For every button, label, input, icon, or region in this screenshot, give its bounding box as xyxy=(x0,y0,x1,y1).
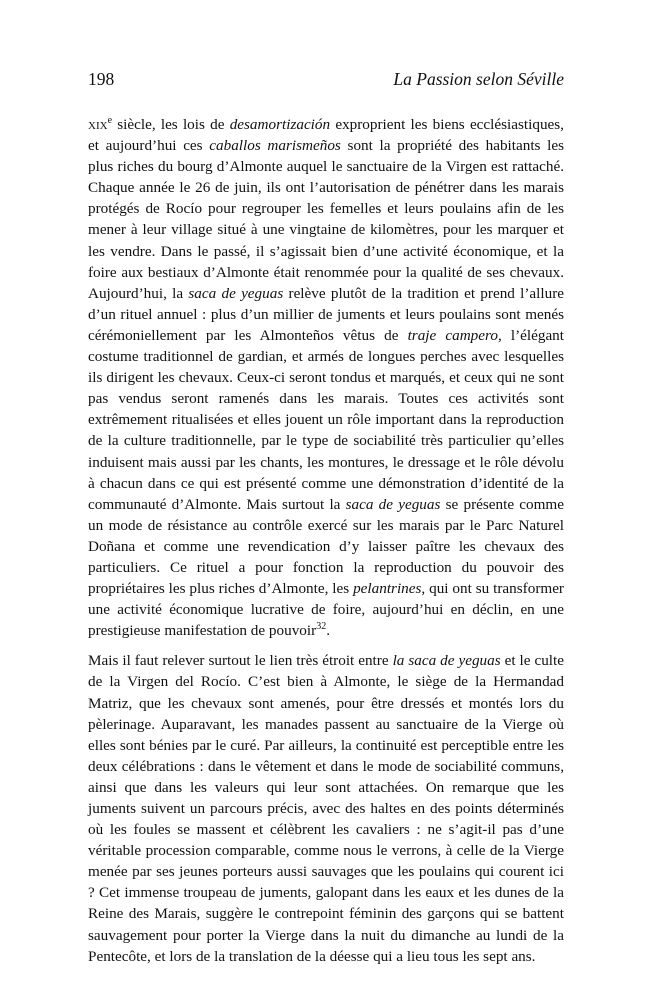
text-run: exproprient les biens ecclésiastiques, et aujourd’hui ces xyxy=(88,116,564,155)
page-number: 198 xyxy=(88,69,115,89)
italic-term: pelantrines xyxy=(353,580,422,598)
text-run: siècle, les lois de xyxy=(112,116,230,133)
text-run: , qui ont su transformer une activité économique lucrative de foire, aujourd’hui en déclin, en une prestigieuse manifestation de pouvoir xyxy=(88,580,564,640)
italic-term: saca de yeguas xyxy=(188,284,284,302)
body-text xyxy=(88,114,564,967)
italic-term: saca de yeguas xyxy=(345,495,441,513)
text-run: se présente comme un mode de résistance au contrôle exercé sur les marais par le Parc Naturel Doñana et comme une revendication d’y laisser paître les chevaux des particuliers. Ce rituel a pour fonction la reproduction du pouvoir des propriétaires les plus riches d’Almonte, les xyxy=(88,495,564,598)
text-run: , l’élégant costume traditionnel de gardian, et armés de longues perches avec lesquelles ils dirigent les chevaux. Ceux-ci seront tondus et marqués, et ceux qui ne sont pas vendus seront ramenés dans les marais. Toutes ces activités sont extrêmement ritualisées et elles jouent un rôle important dans la reproduction de la culture traditionnelle, par le type de sociabilité très particulier qu’elles induisent mais aussi par les chants, les montures, le dressage et le rôle dévolu à chacun dans ce qui est présenté comme une démonstration d’identité de la communauté d’Almonte. Mais surtout la xyxy=(88,326,564,513)
century-numeral: xix xyxy=(88,116,108,133)
paragraph-2 xyxy=(88,650,564,966)
italic-term: desamortización xyxy=(229,116,331,133)
running-header xyxy=(88,64,564,94)
text-run: sont la propriété des habitants les plus riches du bourg d’Almonte auquel le sanctuaire de la Virgen est rattaché. Chaque année le 26 de juin, ils ont l’autorisation de pénétrer dans les marais protégés de Rocío pour regrouper les femelles et leurs poulains afin de les mener à leur village situé à une vingtaine de kilomètres, pour les marquer et les vendre. Dans le passé, il s’agissait bien d’une activité économique, et la foire aux bestiaux d’Almonte était renommée pour la qualité de ses chevaux. Aujourd’hui, la xyxy=(88,137,565,302)
running-title: La Passion selon Séville xyxy=(393,69,564,89)
italic-term: caballos marismeños xyxy=(209,137,341,155)
text-run: relève plutôt de la tradition et prend l’allure d’un rituel annuel : plus d’un millier de juments et leurs poulains sont menés cérémoniellement par les Almonteños vêtus de xyxy=(88,284,564,344)
italic-term: traje campero xyxy=(407,326,498,344)
footnote-ref[interactable]: 32 xyxy=(316,621,327,633)
century-superscript: e xyxy=(107,115,113,126)
text-run: . xyxy=(326,622,330,640)
paragraph-1 xyxy=(88,114,564,641)
text-run: et le culte de la Virgen del Rocío. C’est bien à Almonte, le siège de la Hermandad Matriz, que les chevaux sont amenés, pour être dressés et montés lors du pèlerinage. Auparavant, les manades passent au sanctuaire de la Vierge où elles sont bénies par le curé. Par ailleurs, la continuité est perceptible entre les deux célébrations : dans le vêtement et dans le mode de sociabilité communs, ainsi que dans les valeurs qui leur sont attachées. On remarque que les juments suivent un parcours précis, avec des haltes en des points déterminés où les foules se massent et célèbrent les cavaliers : ne s’agit-il pas d’une véritable procession comparable, comme nous le verrons, à celle de la Vierge menée par ses jeunes porteurs aussi sauvages que les poulains qui courent ici ? Cet immense troupeau de juments, galopant dans les eaux et les dunes de la Reine des Marais, suggère le contrepoint féminin des garçons qui se battent sauvagement pour porter la Vierge dans la nuit du dimanche au lundi de la Pentecôte, et lors de la translation de la déesse qui a lieu tous les sept ans. xyxy=(88,652,564,965)
italic-term: la saca de yeguas xyxy=(392,652,501,670)
text-run: Mais il faut relever surtout le lien très étroit entre xyxy=(88,652,393,670)
